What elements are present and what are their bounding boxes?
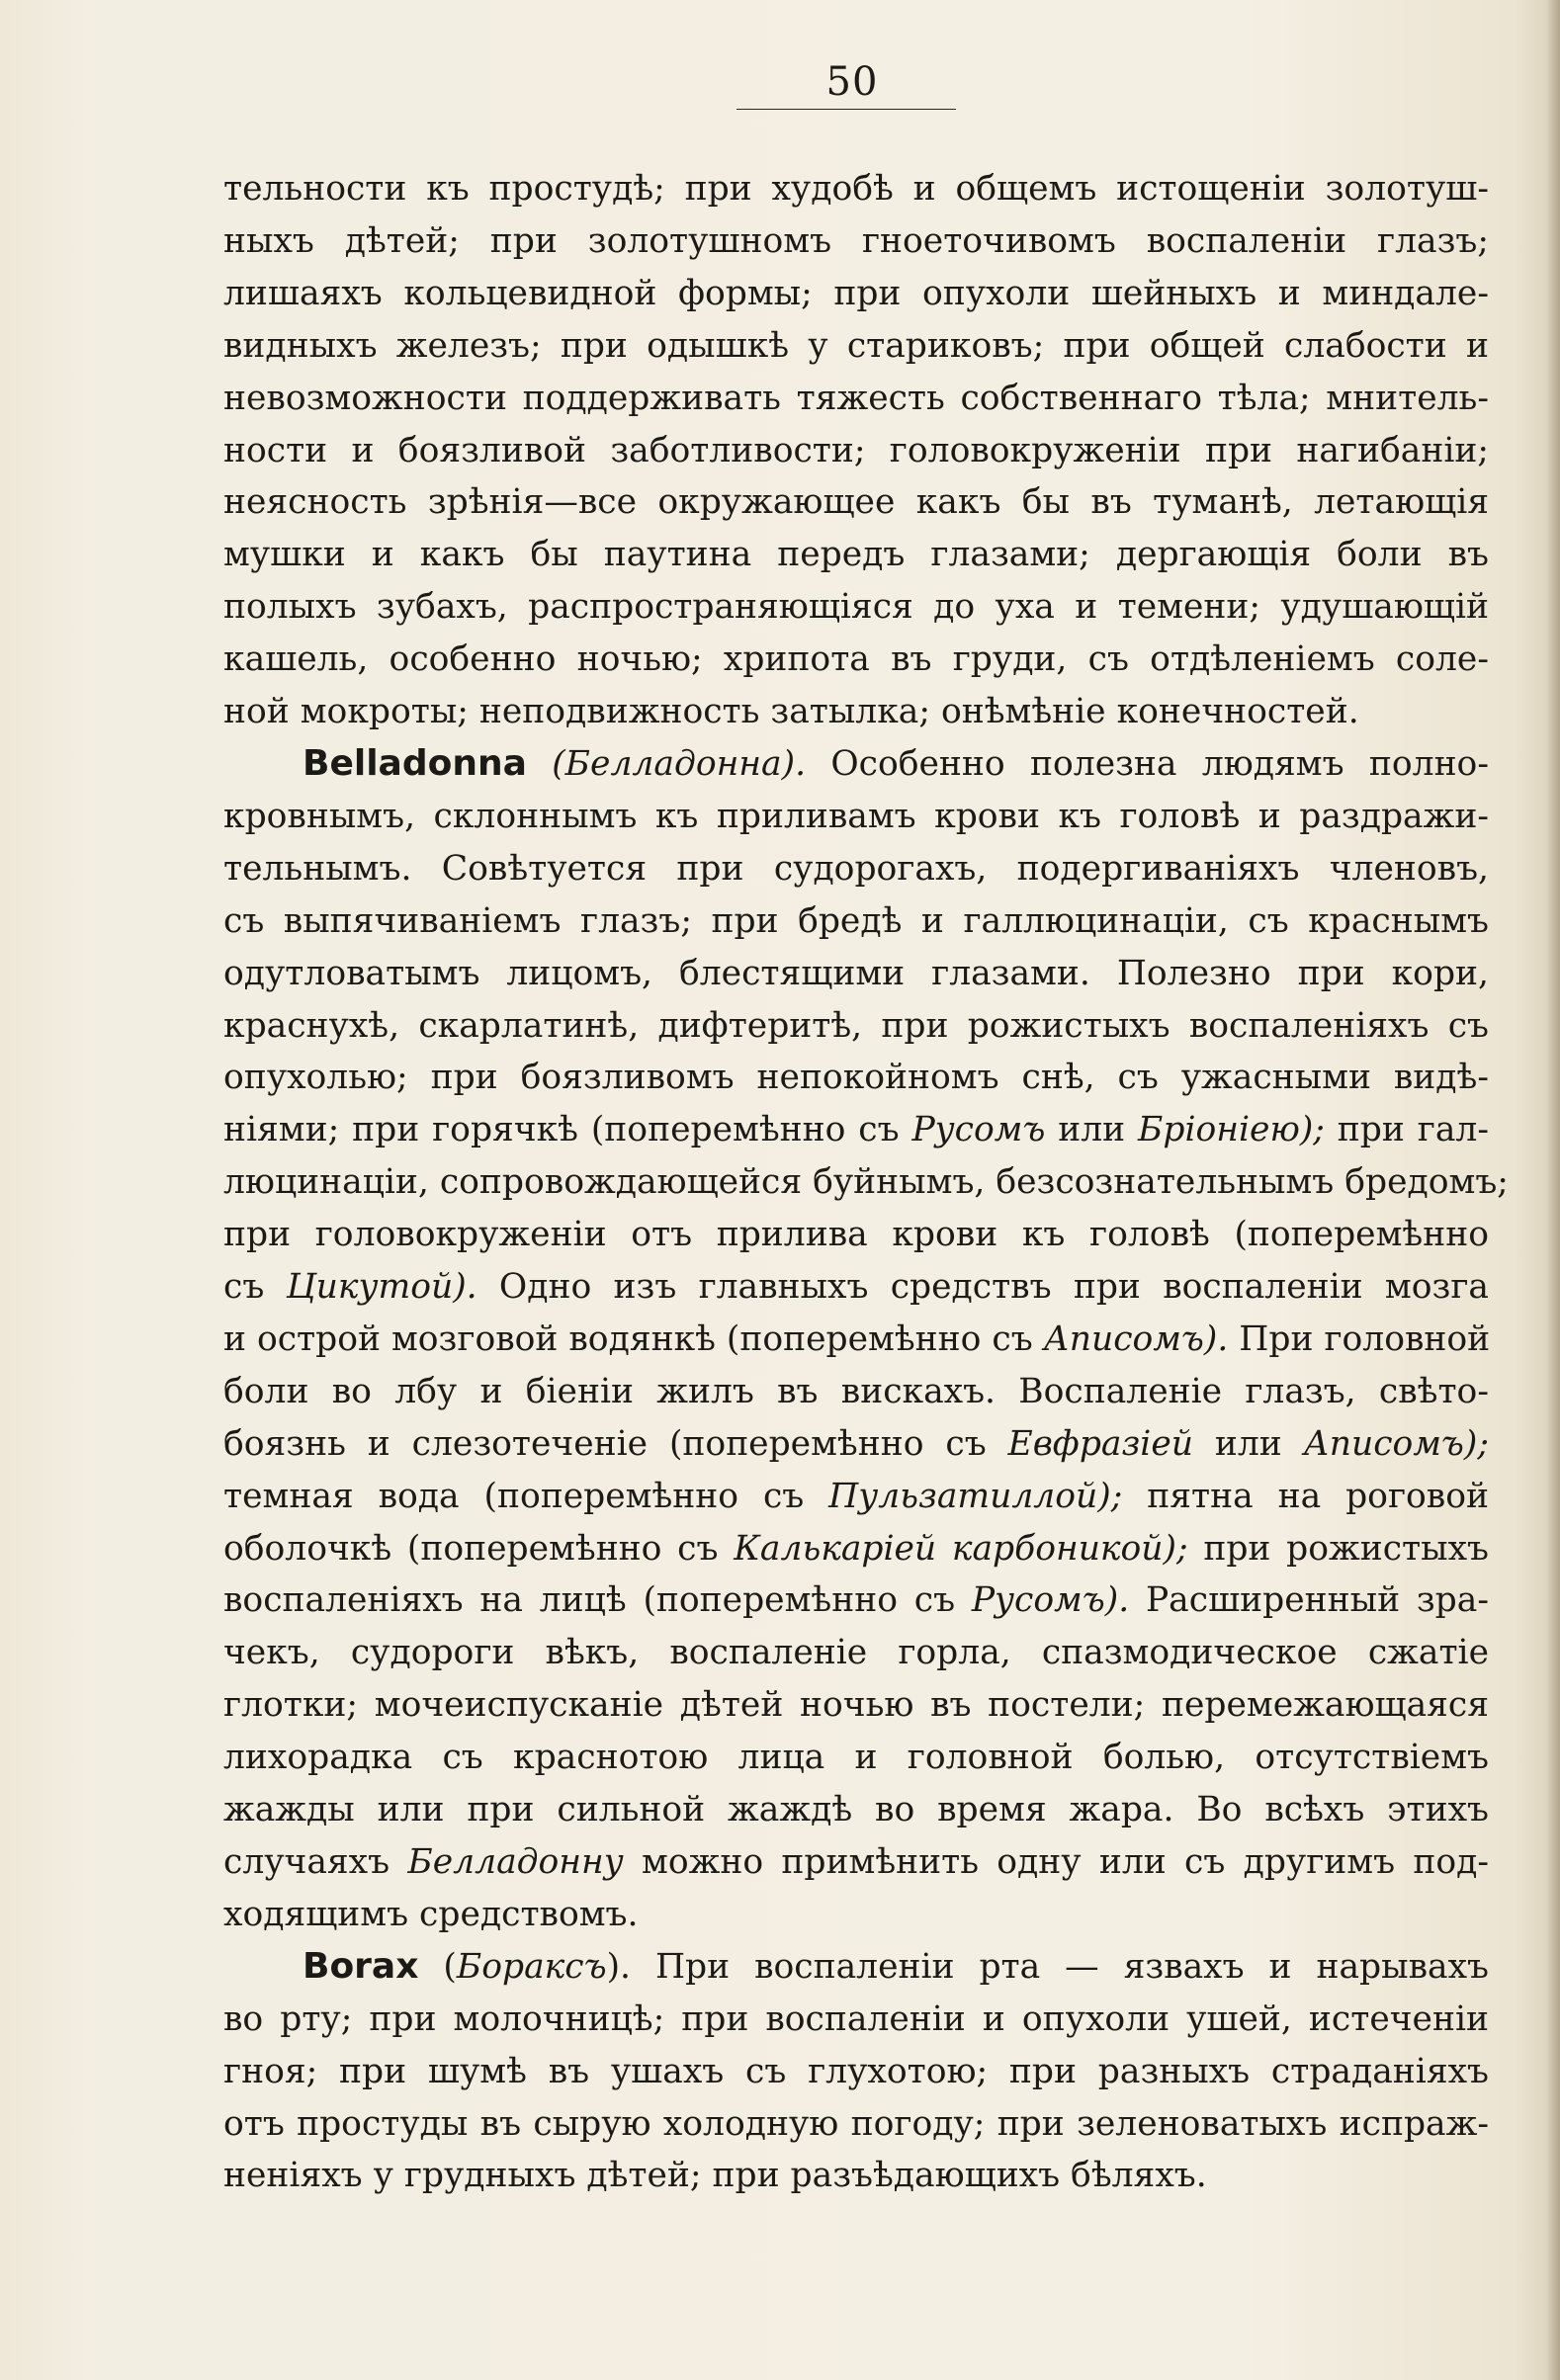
text-line — [223, 1261, 1489, 1314]
italic-text: Аписомъ). — [1043, 1318, 1229, 1359]
text-run: Одно изъ главныхъ средствъ при воспаленіи мозга — [477, 1267, 1489, 1308]
paragraph-borax — [223, 1941, 1489, 2203]
text-line: тельности къ простудѣ; при худобѣ и общемъ истощеніи золотуш- — [223, 169, 1489, 209]
text-run: опухолью; при боязливомъ непокойномъ снѣ, съ ужасными видѣ- — [223, 1058, 1489, 1098]
text-line — [223, 1156, 1509, 1209]
page-edge-shadow — [1546, 0, 1560, 2380]
text-line — [223, 791, 1489, 843]
text-run: ). При воспаленіи рта — язвахъ и нарывахъ — [606, 1946, 1489, 1987]
italic-text: Русомъ — [911, 1110, 1046, 1150]
italic-text: Калькаріей карбоникой); — [734, 1528, 1188, 1569]
italic-text: Цикутой). — [286, 1267, 477, 1308]
text-line — [223, 1679, 1489, 1732]
text-run: случаяхъ — [223, 1842, 408, 1882]
text-run: люцинаціи, сопровождающейся буйнымъ, безсознательнымъ бредомъ; — [223, 1162, 1509, 1203]
text-line: мушки и какъ бы паутина передъ глазами; дергающія боли въ — [223, 535, 1489, 575]
text-line: ности и боязливой заботливости; головокруженіи при нагибаніи; — [223, 430, 1489, 470]
text-run: гноя; при шумѣ въ ушахъ съ глухотою; при разныхъ страданіяхъ — [223, 2051, 1489, 2091]
text-line — [223, 1209, 1489, 1261]
text-run: отъ простуды въ сырую холодную погоду; при зеленоватыхъ испраж- — [223, 2103, 1489, 2144]
italic-text: Бріоніею); — [1138, 1110, 1325, 1150]
text-run: Особенно полезна людямъ полно- — [806, 743, 1489, 784]
text-run: съ выпячиваніемъ глазъ; при бредѣ и галлюцинаціи, съ краснымъ — [223, 900, 1489, 941]
text-line — [223, 1523, 1489, 1575]
text-run: Расширенный зра- — [1129, 1580, 1489, 1621]
text-line: кашель, особенно ночью; хрипота въ груди, съ отдѣленіемъ соле- — [223, 639, 1489, 680]
text-run — [527, 744, 552, 784]
paragraph-continuation — [223, 163, 1489, 738]
italic-text: Евфразіей — [1007, 1423, 1193, 1464]
text-run: ( — [418, 1946, 457, 1987]
italic-text: Белладонну — [407, 1842, 624, 1882]
text-line — [223, 895, 1489, 948]
page-number: 50 — [825, 59, 879, 105]
paragraph-belladonna — [223, 738, 1509, 1941]
header-rule — [737, 109, 956, 110]
text-line — [223, 1889, 1489, 1941]
text-run: неніяхъ у грудныхъ дѣтей; при разъѣдающихъ бѣляхъ. — [223, 2156, 1207, 2196]
text-line — [223, 1418, 1489, 1471]
text-run: или — [1045, 1110, 1139, 1150]
italic-text: Русомъ). — [971, 1580, 1130, 1621]
text-run: при головокруженіи отъ прилива крови къ головѣ (поперемѣнно — [223, 1215, 1489, 1255]
text-line — [223, 948, 1489, 1000]
text-line: неясность зрѣнія—все окружающее какъ бы въ туманѣ, летающія — [223, 482, 1489, 523]
text-run: можно примѣнить одну или съ другимъ под- — [623, 1842, 1489, 1882]
text-run: лихорадка съ краснотою лица и головной болью, отсутствіемъ — [223, 1738, 1489, 1778]
text-line — [223, 1784, 1489, 1836]
text-run: съ — [223, 1267, 287, 1308]
italic-text: Пульзатиллой); — [828, 1476, 1123, 1516]
text-line — [223, 1941, 1489, 1994]
text-line — [223, 843, 1489, 895]
remedy-name-belladonna: Belladonna — [303, 742, 527, 784]
text-run: воспаленіяхъ на лицѣ (поперемѣнно съ — [223, 1580, 972, 1621]
text-line: видныхъ железъ; при одышкѣ у стариковъ; при общей слабости и — [223, 325, 1489, 366]
text-line — [223, 1836, 1489, 1889]
text-run: при рожистыхъ — [1187, 1528, 1489, 1569]
text-run: во рту; при молочницѣ; при воспаленіи и опухоли ушей, истеченіи — [223, 1998, 1489, 2039]
text-line — [223, 2098, 1489, 2151]
text-line — [223, 1471, 1489, 1523]
text-run: пятна на роговой — [1122, 1476, 1489, 1516]
text-run: боязнь и слезотеченіе (поперемѣнно съ — [223, 1423, 1008, 1464]
text-line — [223, 2046, 1489, 2098]
italic-text: Бораксъ — [456, 1946, 607, 1987]
text-run: При головной — [1228, 1318, 1491, 1359]
remedy-name-borax: Borax — [303, 1945, 419, 1987]
text-run: темная вода (поперемѣнно съ — [223, 1476, 829, 1516]
text-line — [223, 1732, 1489, 1784]
body-text — [223, 163, 1509, 2202]
text-line — [223, 1994, 1489, 2046]
text-run: глотки; мочеиспусканіе дѣтей ночью въ постели; перемежающаяся — [223, 1685, 1489, 1726]
text-line — [223, 1104, 1489, 1156]
text-run: оболочкѣ (поперемѣнно съ — [223, 1528, 735, 1569]
text-run: боли во лбу и біеніи жилъ въ вискахъ. Воспаленіе глазъ, свѣто- — [223, 1371, 1489, 1411]
text-line: ной мокроты; неподвижность затылка; онѣмѣніе конечностей. — [223, 692, 1359, 732]
text-line — [223, 1366, 1489, 1418]
text-line: полыхъ зубахъ, распространяющіяся до уха и темени; удушающій — [223, 587, 1489, 628]
text-run: краснухѣ, скарлатинѣ, дифтеритѣ, при рожистыхъ воспаленіяхъ съ — [223, 1005, 1489, 1046]
text-line: невозможности поддерживать тяжесть собственнаго тѣла; мнитель- — [223, 378, 1489, 418]
text-run: одутловатымъ лицомъ, блестящими глазами. Полезно при кори, — [223, 953, 1489, 993]
text-line — [223, 1627, 1489, 1679]
text-run: тельнымъ. Совѣтуется при судорогахъ, подергиваніяхъ членовъ, — [223, 848, 1489, 889]
text-line — [223, 1314, 1489, 1366]
text-run: и острой мозговой водянкѣ (поперемѣнно съ — [223, 1318, 1044, 1359]
text-run: кровнымъ, склоннымъ къ приливамъ крови къ головѣ и раздражи- — [223, 796, 1489, 836]
text-run: жажды или при сильной жаждѣ во время жара. Во всѣхъ этихъ — [223, 1790, 1489, 1830]
text-line — [223, 1574, 1489, 1627]
text-line — [223, 2150, 1489, 2202]
text-run: ніями; при горячкѣ (поперемѣнно съ — [223, 1110, 912, 1150]
text-line: ныхъ дѣтей; при золотушномъ гноеточивомъ воспаленіи глазъ; — [223, 220, 1489, 261]
italic-text: Аписомъ); — [1303, 1423, 1489, 1464]
text-run: чекъ, судороги вѣкъ, воспаленіе горла, спазмодическое сжатіе — [223, 1633, 1489, 1673]
text-run: или — [1192, 1423, 1304, 1464]
text-run: при гал- — [1324, 1110, 1489, 1150]
italic-text: (Белладонна). — [552, 743, 807, 784]
text-line — [223, 1052, 1489, 1104]
text-line: лишаяхъ кольцевидной формы; при опухоли шейныхъ и миндале- — [223, 273, 1489, 313]
text-run: ходящимъ средствомъ. — [223, 1894, 639, 1934]
text-line — [223, 738, 1489, 791]
text-line — [223, 1000, 1489, 1053]
